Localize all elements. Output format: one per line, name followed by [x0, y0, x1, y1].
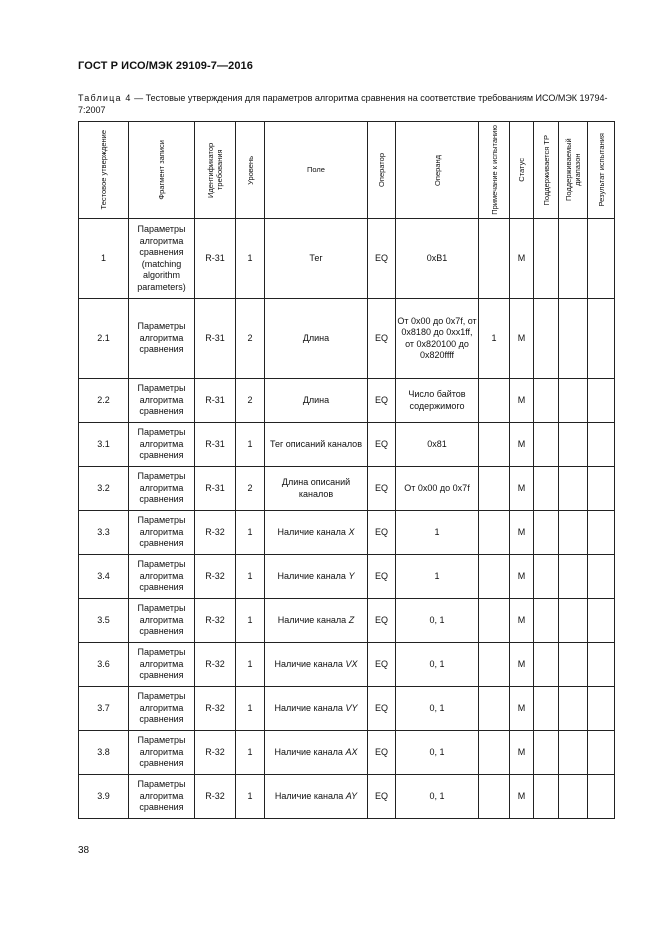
- cell-test-result: [588, 555, 615, 599]
- table-row: [79, 643, 615, 687]
- field-channel: X: [348, 526, 355, 537]
- page-number: 38: [78, 845, 90, 856]
- cell-operand: От 0x00 до 0x7f, от 0x8180 до 0xx1ff, от 0x820100 до 0x820ffff: [396, 299, 479, 379]
- document-title: ГОСТ Р ИСО/МЭК 29109-7—2016: [78, 60, 253, 72]
- cell-status: M: [510, 643, 534, 687]
- cell-status: M: [510, 219, 534, 299]
- cell-operand: 1: [396, 511, 479, 555]
- cell-requirement-id: R-31: [195, 299, 236, 379]
- cell-supported-range: [559, 731, 588, 775]
- cell-field: [265, 379, 368, 423]
- cell-fragment: Параметры алгоритма сравнения: [129, 379, 195, 423]
- cell-operator: EQ: [368, 731, 396, 775]
- cell-status: M: [510, 599, 534, 643]
- cell-status: M: [510, 467, 534, 511]
- cell-supported-tp: [534, 423, 559, 467]
- cell-requirement-id: R-32: [195, 687, 236, 731]
- cell-supported-tp: [534, 299, 559, 379]
- cell-level: 1: [236, 555, 265, 599]
- cell-assertion: 3.3: [79, 511, 129, 555]
- cell-level: 2: [236, 467, 265, 511]
- cell-supported-tp: [534, 555, 559, 599]
- table-row: [79, 687, 615, 731]
- cell-status: M: [510, 423, 534, 467]
- cell-test-result: [588, 599, 615, 643]
- field-channel: AY: [345, 790, 358, 801]
- cell-operator: EQ: [368, 379, 396, 423]
- cell-test-note: [479, 775, 510, 819]
- field-channel: Z: [348, 614, 355, 625]
- cell-field: [265, 511, 368, 555]
- cell-operator: EQ: [368, 299, 396, 379]
- cell-supported-range: [559, 467, 588, 511]
- cell-assertion: 2.1: [79, 299, 129, 379]
- cell-operand: 0xB1: [396, 219, 479, 299]
- cell-assertion: 3.4: [79, 555, 129, 599]
- cell-operator: EQ: [368, 687, 396, 731]
- cell-field: [265, 687, 368, 731]
- cell-field: [265, 555, 368, 599]
- cell-test-note: [479, 731, 510, 775]
- table-caption: [78, 93, 618, 116]
- cell-supported-range: [559, 219, 588, 299]
- cell-assertion: 3.1: [79, 423, 129, 467]
- cell-supported-tp: [534, 511, 559, 555]
- field-name: Длина: [302, 394, 330, 405]
- col-header-level: Уровень: [236, 122, 265, 219]
- cell-test-result: [588, 643, 615, 687]
- cell-requirement-id: R-32: [195, 555, 236, 599]
- cell-requirement-id: R-31: [195, 379, 236, 423]
- cell-test-result: [588, 467, 615, 511]
- cell-test-result: [588, 775, 615, 819]
- cell-supported-range: [559, 775, 588, 819]
- cell-test-note: [479, 599, 510, 643]
- table-row: [79, 511, 615, 555]
- table-row: [79, 299, 615, 379]
- field-name: Наличие канала: [277, 526, 349, 537]
- table-body: [79, 219, 615, 819]
- cell-operand: От 0x00 до 0x7f: [396, 467, 479, 511]
- field-name: Длина описаний каналов: [281, 477, 351, 499]
- cell-field: [265, 599, 368, 643]
- cell-operator: EQ: [368, 219, 396, 299]
- field-channel: VX: [345, 658, 358, 669]
- cell-test-note: [479, 643, 510, 687]
- cell-level: 1: [236, 423, 265, 467]
- cell-supported-range: [559, 299, 588, 379]
- cell-status: M: [510, 299, 534, 379]
- cell-supported-tp: [534, 687, 559, 731]
- cell-operand: Число байтов содержимого: [396, 379, 479, 423]
- cell-assertion: 2.2: [79, 379, 129, 423]
- cell-test-note: [479, 219, 510, 299]
- cell-test-note: [479, 555, 510, 599]
- cell-supported-tp: [534, 775, 559, 819]
- col-header-assertion: Тестовое утверждение: [79, 122, 129, 219]
- cell-test-note: [479, 511, 510, 555]
- cell-assertion: 3.2: [79, 467, 129, 511]
- field-channel: AX: [345, 746, 358, 757]
- cell-operator: EQ: [368, 643, 396, 687]
- field-name: Наличие канала: [277, 570, 349, 581]
- cell-fragment: Параметры алгоритма сравнения: [129, 643, 195, 687]
- cell-requirement-id: R-31: [195, 467, 236, 511]
- cell-requirement-id: R-32: [195, 643, 236, 687]
- cell-test-result: [588, 423, 615, 467]
- cell-supported-range: [559, 379, 588, 423]
- cell-assertion: 3.8: [79, 731, 129, 775]
- field-channel: VY: [345, 702, 358, 713]
- field-name: Длина: [302, 332, 330, 343]
- cell-supported-tp: [534, 643, 559, 687]
- cell-fragment: Параметры алгоритма сравнения: [129, 731, 195, 775]
- col-header-test-result: Результат испытания: [588, 122, 615, 219]
- cell-test-note: 1: [479, 299, 510, 379]
- cell-operator: EQ: [368, 555, 396, 599]
- field-name: Тег: [309, 252, 323, 263]
- cell-operand: 1: [396, 555, 479, 599]
- cell-operator: EQ: [368, 775, 396, 819]
- table-row: [79, 379, 615, 423]
- col-header-test-note: Примечание к испытанию: [479, 122, 510, 219]
- cell-operator: EQ: [368, 467, 396, 511]
- cell-operand: 0, 1: [396, 687, 479, 731]
- cell-level: 1: [236, 219, 265, 299]
- cell-field: [265, 731, 368, 775]
- cell-supported-range: [559, 423, 588, 467]
- cell-fragment: Параметры алгоритма сравнения: [129, 299, 195, 379]
- cell-status: M: [510, 379, 534, 423]
- cell-supported-range: [559, 599, 588, 643]
- cell-field: [265, 423, 368, 467]
- cell-requirement-id: R-32: [195, 731, 236, 775]
- cell-status: M: [510, 687, 534, 731]
- cell-test-result: [588, 299, 615, 379]
- cell-test-result: [588, 219, 615, 299]
- table-row: [79, 775, 615, 819]
- col-header-operator: Оператор: [368, 122, 396, 219]
- cell-requirement-id: R-32: [195, 599, 236, 643]
- cell-assertion: 1: [79, 219, 129, 299]
- cell-field: [265, 219, 368, 299]
- table-row: [79, 599, 615, 643]
- cell-supported-tp: [534, 379, 559, 423]
- cell-assertion: 3.9: [79, 775, 129, 819]
- cell-supported-range: [559, 687, 588, 731]
- table-caption-label: Таблица 4: [78, 93, 132, 103]
- field-name: Наличие канала: [274, 746, 346, 757]
- cell-assertion: 3.6: [79, 643, 129, 687]
- cell-level: 1: [236, 687, 265, 731]
- cell-level: 2: [236, 299, 265, 379]
- col-header-fragment: Фрагмент записи: [129, 122, 195, 219]
- field-name: Наличие канала: [277, 614, 349, 625]
- cell-test-note: [479, 467, 510, 511]
- cell-level: 1: [236, 775, 265, 819]
- cell-requirement-id: R-31: [195, 423, 236, 467]
- cell-level: 1: [236, 511, 265, 555]
- field-channel: Y: [348, 570, 355, 581]
- field-name: Тег описаний каналов: [270, 438, 362, 449]
- cell-operator: EQ: [368, 599, 396, 643]
- cell-operand: 0, 1: [396, 731, 479, 775]
- col-header-status: Статус: [510, 122, 534, 219]
- cell-test-result: [588, 731, 615, 775]
- cell-supported-range: [559, 643, 588, 687]
- cell-fragment: Параметры алгоритма сравнения: [129, 511, 195, 555]
- cell-operator: EQ: [368, 511, 396, 555]
- cell-supported-tp: [534, 599, 559, 643]
- cell-test-result: [588, 379, 615, 423]
- cell-operand: 0, 1: [396, 599, 479, 643]
- cell-supported-range: [559, 511, 588, 555]
- cell-test-result: [588, 687, 615, 731]
- col-header-supported-range: Поддерживаемый диапазон: [559, 122, 588, 219]
- cell-level: 2: [236, 379, 265, 423]
- cell-status: M: [510, 775, 534, 819]
- cell-requirement-id: R-31: [195, 219, 236, 299]
- cell-field: [265, 643, 368, 687]
- field-name: Наличие канала: [274, 702, 346, 713]
- cell-fragment: Параметры алгоритма сравнения: [129, 555, 195, 599]
- col-header-field: Поле: [265, 122, 368, 219]
- field-name: Наличие канала: [274, 790, 346, 801]
- cell-fragment: Параметры алгоритма сравнения: [129, 467, 195, 511]
- table-row: [79, 219, 615, 299]
- cell-test-note: [479, 423, 510, 467]
- cell-fragment: Параметры алгоритма сравнения (matching algorithm parameters): [129, 219, 195, 299]
- cell-test-note: [479, 687, 510, 731]
- cell-supported-tp: [534, 467, 559, 511]
- cell-operand: 0x81: [396, 423, 479, 467]
- col-header-requirement-id: Идентификатор требования: [195, 122, 236, 219]
- cell-supported-tp: [534, 219, 559, 299]
- cell-supported-range: [559, 555, 588, 599]
- cell-operator: EQ: [368, 423, 396, 467]
- cell-level: 1: [236, 643, 265, 687]
- cell-status: M: [510, 731, 534, 775]
- cell-fragment: Параметры алгоритма сравнения: [129, 775, 195, 819]
- cell-requirement-id: R-32: [195, 511, 236, 555]
- cell-requirement-id: R-32: [195, 775, 236, 819]
- cell-operand: 0, 1: [396, 643, 479, 687]
- cell-field: [265, 467, 368, 511]
- field-name: Наличие канала: [274, 658, 346, 669]
- cell-supported-tp: [534, 731, 559, 775]
- cell-assertion: 3.7: [79, 687, 129, 731]
- cell-status: M: [510, 555, 534, 599]
- cell-level: 1: [236, 731, 265, 775]
- cell-fragment: Параметры алгоритма сравнения: [129, 423, 195, 467]
- cell-field: [265, 775, 368, 819]
- table-row: [79, 731, 615, 775]
- cell-fragment: Параметры алгоритма сравнения: [129, 687, 195, 731]
- col-header-supported-tp: Поддерживается ТР: [534, 122, 559, 219]
- table-header-row: [79, 122, 615, 219]
- table-row: [79, 555, 615, 599]
- cell-fragment: Параметры алгоритма сравнения: [129, 599, 195, 643]
- cell-assertion: 3.5: [79, 599, 129, 643]
- cell-test-note: [479, 379, 510, 423]
- table-row: [79, 423, 615, 467]
- table-row: [79, 467, 615, 511]
- col-header-operand: Операнд: [396, 122, 479, 219]
- cell-field: [265, 299, 368, 379]
- test-assertions-table: [78, 121, 615, 819]
- cell-level: 1: [236, 599, 265, 643]
- cell-test-result: [588, 511, 615, 555]
- cell-operand: 0, 1: [396, 775, 479, 819]
- cell-status: M: [510, 511, 534, 555]
- table-caption-text: — Тестовые утверждения для параметров алгоритма сравнения на соответствие требованиям ИСО/МЭК 19794-7:2007: [78, 93, 608, 115]
